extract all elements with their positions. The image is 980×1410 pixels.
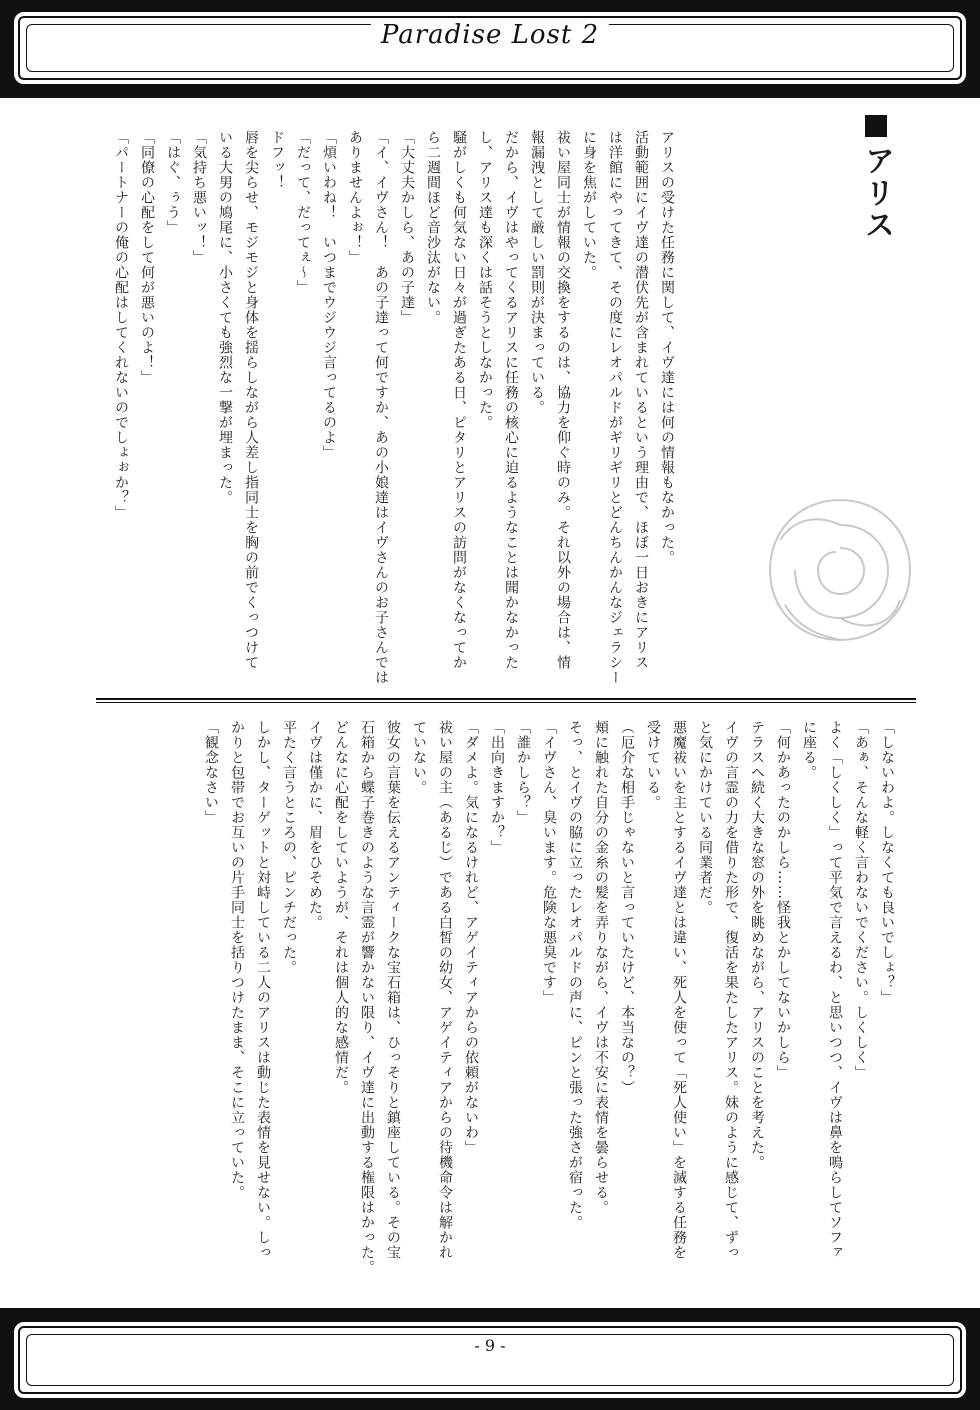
text-line: 「パートナーの俺の心配はしてくれないのでしょぉか？」 (113, 130, 129, 520)
text-line: 「ダメよ。気になるけれど、アゲイティアからの依頼がないわ」 (463, 720, 479, 1155)
text-line: 「気持ち悪いッ！」 (191, 130, 207, 265)
text-line: に座る。 (801, 720, 817, 780)
footer-frame (14, 1322, 966, 1398)
text-line: 祓い屋同士が情報の交換をするのは、協力を仰ぐ時のみ。それ以外の場合は、情 (555, 130, 571, 670)
rose-watermark-icon (740, 470, 940, 670)
text-line: 祓い屋の主（あるじ）である白皙の幼女、アゲイティアからの待機命令は解かれ (437, 720, 453, 1260)
text-line: 受けている。 (645, 720, 661, 810)
text-line: 「出向きますか？」 (489, 720, 505, 855)
text-line: よく「しくしく」って平気で言えるわ、と思いつつ、イヴは鼻を鳴らしてソファ (827, 720, 843, 1260)
text-line: アリスの受けた任務に関して、イヴ達には何の情報もなかった。 (659, 130, 675, 565)
text-line: 「はぐ、ぅう」 (165, 130, 181, 235)
section-title: アリス (859, 145, 894, 241)
text-line: に身を焦がしていた。 (581, 130, 597, 280)
section-heading (854, 115, 898, 241)
text-line: 唇を尖らせ、モジモジと身体を揺らしながら人差し指同士を胸の前でくっつけて (243, 130, 259, 670)
text-line: 悪魔祓いを主とするイヴ達とは違い、死人を使って「死人使い」を滅する任務を (671, 720, 687, 1260)
page-number: - 9 - (466, 1336, 513, 1355)
ornamental-divider (96, 693, 916, 705)
text-line: ていない。 (411, 720, 427, 795)
text-line: 「観念なさい」 (203, 720, 219, 825)
text-line: （厄介な相手じゃないと言っていたけど、本当なの？） (619, 720, 635, 1095)
text-line: 彼女の言葉を伝えるアンティークな宝石箱は、ひっそりと鎮座している。その宝 (385, 720, 401, 1260)
text-line: と気にかけている同業者だ。 (697, 720, 713, 915)
text-line: 「あぁ、そんな軽く言わないでください。しくしく」 (853, 720, 869, 1080)
text-line: 報漏洩として厳しい罰則が決まっている。 (529, 130, 545, 415)
text-line: 「煩いわね！ いつまでウジウジ言ってるのよ」 (321, 130, 337, 460)
text-line: 「イヴさん、臭います。危険な悪臭です」 (541, 720, 557, 1005)
text-line: し、アリス達も深くは話そうとしなかった。 (477, 130, 493, 430)
text-line: 活動範囲にイヴ達の潜伏先が含まれているという理由で、ほぼ一日おきにアリス (633, 130, 649, 670)
upper-text-block (100, 130, 680, 685)
text-line: 騒がしくも何気ない日々が過ぎたある日、ピタリとアリスの訪問がなくなってか (451, 130, 467, 670)
lower-text-block (100, 720, 900, 1290)
book-logo: Paradise Lost 2 (371, 20, 609, 50)
text-line: そっ、とイヴの脇に立ったレオパルドの声に、ピンと張った強さが宿った。 (567, 720, 583, 1230)
text-line: ドフッ！ (269, 130, 285, 190)
text-line: いる大男の鳩尾に、小さくても強烈な一撃が埋まった。 (217, 130, 233, 505)
text-line: 頬に触れた自分の金糸の髪を弄りながら、イヴは不安に表情を曇らせる。 (593, 720, 609, 1215)
text-line: 「しないわよ。しなくても良いでしょ？」 (879, 720, 895, 1005)
text-line: 「同僚の心配をして何が悪いのよ！」 (139, 130, 155, 385)
text-line: 「誰かしら？」 (515, 720, 531, 825)
text-line: ら二週間ほど音沙汰がない。 (425, 130, 441, 325)
header-band (0, 0, 980, 98)
text-line: しかし、ターゲットと対峙している二人のアリスは動じた表情を見せない。しっ (255, 720, 271, 1260)
square-bullet-icon (865, 115, 887, 137)
text-line: だから、イヴはやってくるアリスに任務の核心に迫るようなことは聞かなかった (503, 130, 519, 670)
text-line: かりと包帯でお互いの片手同士を括りつけたまま、そこに立っていた。 (229, 720, 245, 1200)
footer-band (0, 1308, 980, 1410)
text-line: 石箱から蝶子巻きのような言霊が響かない限り、イヴ達に出動する権限はかった。 (359, 720, 375, 1275)
text-line: 平たく言うところの、ピンチだった。 (281, 720, 297, 975)
text-line: テラスへ続く大きな窓の外を眺めながら、アリスのことを考えた。 (749, 720, 765, 1170)
text-line: ありませんよぉ！」 (347, 130, 363, 265)
text-line: 「何かあったのかしら……怪我とかしてないかしら」 (775, 720, 791, 1080)
text-line: 「大丈夫かしら、あの子達」 (399, 130, 415, 325)
text-line: 「だって、だってぇ～」 (295, 130, 311, 295)
text-line: 「イ、イヴさん！ あの子達って何ですか、あの小娘達はイヴさんのお子さんでは (373, 130, 389, 685)
text-line: イヴは僅かに、眉をひそめた。 (307, 720, 323, 930)
text-line: イヴの言霊の力を借りた形で、復活を果たしたアリス。妹のように感じて、ずっ (723, 720, 739, 1260)
text-line: は洋館にやってきて、その度にレオパルドがギリギリとどんちんかんなジェラシー (607, 130, 623, 685)
text-line: どんなに心配をしていようが、それは個人的な感情だ。 (333, 720, 349, 1095)
